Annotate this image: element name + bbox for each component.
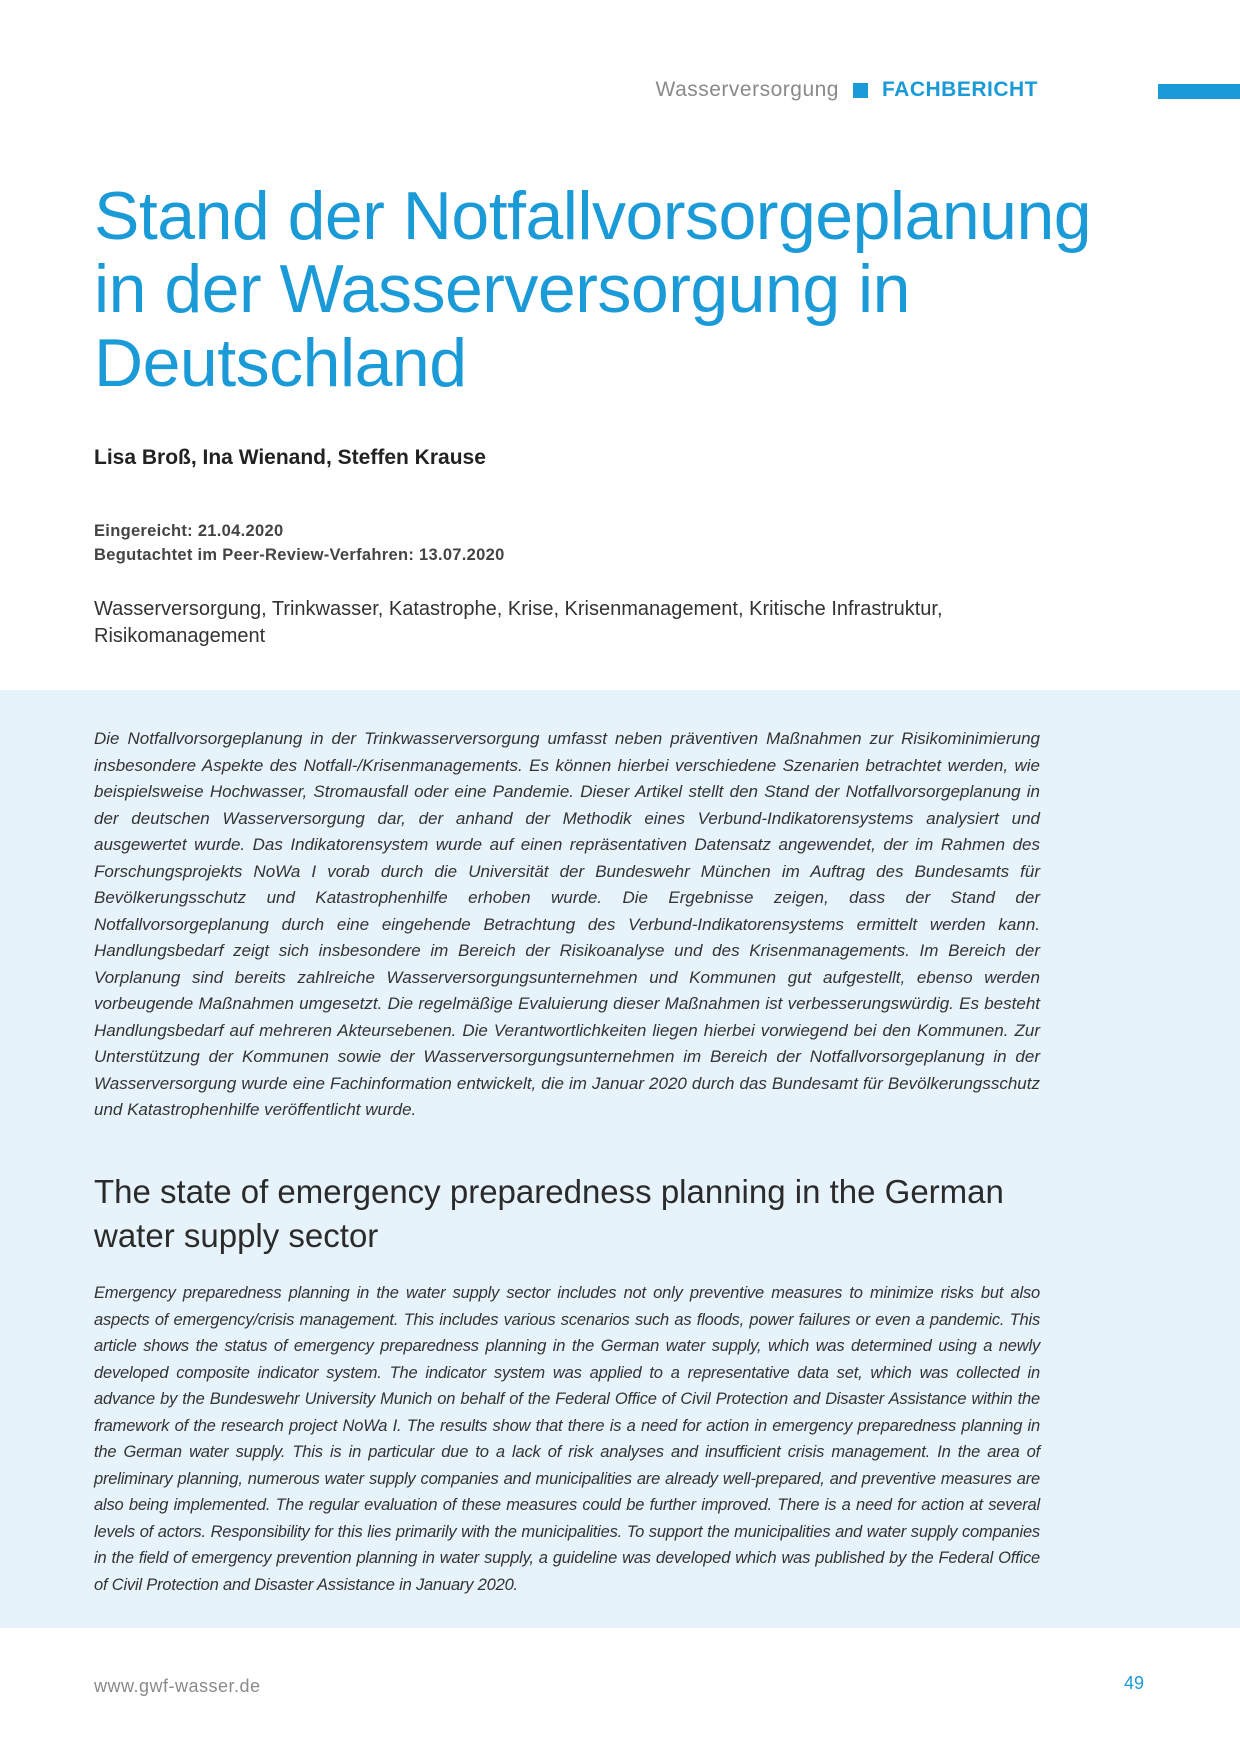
article-title: Stand der Notfallvorsorgeplanung in der Wasserversorgung in Deutschland bbox=[94, 178, 1092, 401]
rubric-section: Wasserversorgung bbox=[655, 78, 839, 101]
abstract-german: Die Notfallvorsorgeplanung in der Trinkwasserversorgung umfasst neben präventiven Maßnahmen zur Risikominimierung insbesondere Aspekte des Notfall-/Krisenmanagements. Es können hierbei verschiedene Szenarien betrachtet werden, wie beispielsweise Hochwasser, Stromausfall oder eine Pandemie. Dieser Artikel stellt den Stand der Notfallvorsorgeplanung in der deutschen Wasserversorgung dar, der anhand der Methodik eines Verbund-Indikatorensystems analysiert und ausgewertet wurde. Das Indikatorensystem wurde auf einen repräsentativen Datensatz angewendet, der im Rahmen des Forschungsprojekts NoWa I vorab durch die Universität der Bundeswehr München im Auftrag des Bundesamts für Bevölkerungsschutz und Katastrophenhilfe erhoben wurde. Die Ergebnisse zeigen, dass der Stand der Notfallvorsorgeplanung durch eine eingehende Betrachtung des Verbund-Indikatorensystems ermittelt werden kann. Handlungsbedarf zeigt sich insbesondere im Bereich der Risikoanalyse und des Krisenmanagements. Im Bereich der Vorplanung sind bereits zahlreiche Wasserversorgungsunternehmen und Kommunen gut aufgestellt, ebenso werden vorbeugende Maßnahmen umgesetzt. Die regelmäßige Evaluierung dieser Maßnahmen ist verbesserungswürdig. Es besteht Handlungsbedarf auf mehreren Akteursebenen. Die Verantwortlichkeiten liegen hierbei vorwiegend bei den Kommunen. Zur Unterstützung der Kommunen sowie der Wasserversorgungsunternehmen im Bereich der Notfallvorsorgeplanung in der Wasserversorgung wurde eine Fachinformation entwickelt, die im Januar 2020 durch das Bundesamt für Bevölkerungsschutz und Katastrophenhilfe veröffentlicht wurde. bbox=[94, 729, 1040, 1119]
rubric-square-icon bbox=[853, 83, 868, 98]
header-rubric bbox=[656, 78, 1038, 102]
footer-url: www.gwf-wasser.de bbox=[94, 1676, 261, 1696]
article-authors: Lisa Broß, Ina Wienand, Steffen Krause bbox=[94, 446, 486, 469]
abstract-english: Emergency preparedness planning in the water supply sector includes not only preventive measures to minimize risks but also aspects of emergency/crisis management. This includes various scenarios such as floods, power failures or even a pandemic. This article shows the status of emergency preparedness planning in the German water supply, which was determined using a newly developed composite indicator system. The indicator system was applied to a representative data set, which was collected in advance by the Bundeswehr University Munich on behalf of the Federal Office of Civil Protection and Disaster Assistance within the framework of the research project NoWa I. The results show that there is a need for action in emergency preparedness planning in the German water supply. This is in particular due to a lack of risk analyses and insufficient crisis management. In the area of preliminary planning, numerous water supply companies and municipalities are already well-prepared, and preventive measures are also being implemented. The regular evaluation of these measures could be further improved. There is a need for action at several levels of actors. Responsibility for this lies primarily with the municipalities. To support the municipalities and water supply companies in the field of emergency prevention planning in water supply, a guideline was developed which was published by the Federal Office of Civil Protection and Disaster Assistance in January 2020. bbox=[94, 1284, 1040, 1594]
rubric-type: FACHBERICHT bbox=[882, 78, 1038, 101]
reviewed-date: Begutachtet im Peer-Review-Verfahren: 13.07.2020 bbox=[94, 545, 505, 564]
page-number: 49 bbox=[1123, 1673, 1144, 1693]
header-accent-bar bbox=[1158, 84, 1240, 99]
submitted-date: Eingereicht: 21.04.2020 bbox=[94, 522, 284, 540]
article-dates bbox=[94, 520, 505, 568]
article-keywords: Wasserversorgung, Trinkwasser, Katastrophe, Krise, Krisenmanagement, Kritische Infrastruktur, Risikomanagement bbox=[94, 598, 943, 647]
article-title-english: The state of emergency preparedness planning in the German water supply sector bbox=[94, 1173, 1004, 1254]
